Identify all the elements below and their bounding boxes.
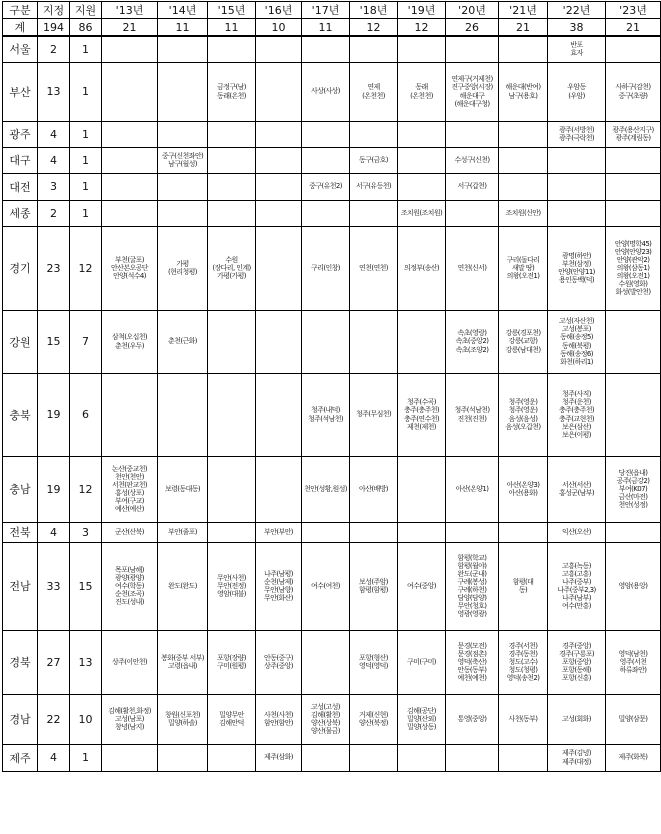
- district-cell: 금정구(남) 동래(온천): [208, 62, 256, 121]
- district-cell: [256, 373, 302, 456]
- district-cell: 고성(회화): [548, 694, 606, 744]
- district-cell: [398, 36, 446, 62]
- header-row: [3, 2, 661, 19]
- district-cell: 조치원(조치원): [398, 200, 446, 226]
- district-cell: [446, 121, 499, 147]
- district-cell: 통영(중앙): [446, 694, 499, 744]
- support-count: 12: [70, 226, 102, 310]
- district-cell: 아산(온양3) 아산(용화): [499, 456, 548, 522]
- district-cell: 청주(석남천) 진천(진천): [446, 373, 499, 456]
- district-cell: [302, 744, 350, 771]
- region-row: [3, 200, 661, 226]
- region-label: 전북: [3, 522, 38, 542]
- district-cell: [208, 147, 256, 173]
- district-cell: 봉화(중부 서부) 고령(읍내): [158, 630, 208, 694]
- district-cell: 동구(금호): [350, 147, 398, 173]
- region-label: 충북: [3, 373, 38, 456]
- district-cell: [350, 200, 398, 226]
- region-row: [3, 226, 661, 310]
- support-count: 10: [70, 694, 102, 744]
- designated-count: 27: [38, 630, 70, 694]
- district-cell: 중구(신천좌안) 남구(월성): [158, 147, 208, 173]
- totals-designated: 194: [38, 19, 70, 37]
- header-year: '16년: [256, 2, 302, 19]
- designated-count: 2: [38, 200, 70, 226]
- district-cell: [499, 173, 548, 200]
- region-row: [3, 62, 661, 121]
- district-cell: [499, 744, 548, 771]
- header-year: '21년: [499, 2, 548, 19]
- designated-count: 19: [38, 373, 70, 456]
- district-cell: [158, 121, 208, 147]
- district-cell: [446, 522, 499, 542]
- district-cell: 청주(사직) 청주(운천) 충주(충주천) 충주(교현천) 보은(삼산) 보은(이평): [548, 373, 606, 456]
- district-cell: 수원 (장다리, 인계) 가평(가평): [208, 226, 256, 310]
- support-count: 1: [70, 36, 102, 62]
- district-cell: [158, 62, 208, 121]
- district-cell: 무안(사천) 무안(전정) 영암(대불): [208, 542, 256, 630]
- region-label: 세종: [3, 200, 38, 226]
- district-cell: 아산(배방): [350, 456, 398, 522]
- district-cell: 제주(삼화): [256, 744, 302, 771]
- region-label: 경남: [3, 694, 38, 744]
- district-cell: [499, 121, 548, 147]
- district-cell: 안양(명학45) 안양(안양23) 안양(관악2) 의왕(삼동1) 의왕(오전1) 수원(영화) 화성(발안천): [606, 226, 661, 310]
- district-cell: 제주(김녕) 제주(대정): [548, 744, 606, 771]
- district-cell: 김해(활천,화정) 고성(남포) 창녕(남지): [102, 694, 158, 744]
- district-cell: 창원(신포천) 밀양(하솔): [158, 694, 208, 744]
- header-year: '23년: [606, 2, 661, 19]
- district-cell: 동래 (온천천): [398, 62, 446, 121]
- district-cell: 보성(주암) 함평(함평): [350, 542, 398, 630]
- district-cell: [398, 522, 446, 542]
- district-cell: [606, 373, 661, 456]
- support-count: 6: [70, 373, 102, 456]
- district-cell: [256, 121, 302, 147]
- district-cell: 포항(장량) 구미(원평): [208, 630, 256, 694]
- header-year: '13년: [102, 2, 158, 19]
- district-cell: 연제 (온천천): [350, 62, 398, 121]
- district-cell: 나주(남평) 순천(남제) 무안(남향) 무안(화산): [256, 542, 302, 630]
- district-cell: [446, 36, 499, 62]
- district-cell: [208, 36, 256, 62]
- district-cell: [398, 456, 446, 522]
- district-cell: [158, 373, 208, 456]
- district-cell: [102, 62, 158, 121]
- region-label: 전남: [3, 542, 38, 630]
- header-year: '20년: [446, 2, 499, 19]
- district-cell: 천안(성황,원성): [302, 456, 350, 522]
- region-row: [3, 630, 661, 694]
- district-cell: [302, 121, 350, 147]
- totals-year-cell: 21: [606, 19, 661, 37]
- district-cell: 우암동 (우암): [548, 62, 606, 121]
- region-label: 대전: [3, 173, 38, 200]
- district-cell: [256, 310, 302, 373]
- district-cell: 사상(사상): [302, 62, 350, 121]
- header-region: 구분: [3, 2, 38, 19]
- district-cell: [606, 522, 661, 542]
- district-cell: [606, 147, 661, 173]
- designated-count: 4: [38, 522, 70, 542]
- district-cell: [548, 200, 606, 226]
- region-row: [3, 522, 661, 542]
- district-cell: 청주(무심천): [350, 373, 398, 456]
- district-cell: 사천(사천) 함안(함안): [256, 694, 302, 744]
- district-cell: [606, 310, 661, 373]
- district-cell: 가평 (현리청평): [158, 226, 208, 310]
- district-cell: 고흥(녹동) 고흥(고흥) 나주(중부) 나주(중부2,3) 나주(남부) 여수(만흥): [548, 542, 606, 630]
- district-cell: 청주(영운) 청주(영운) 음성(음성) 음성(오갑천): [499, 373, 548, 456]
- district-cell: [350, 522, 398, 542]
- district-cell: 구리(인창): [302, 226, 350, 310]
- totals-year-cell: 38: [548, 19, 606, 37]
- district-cell: 보령(동대동): [158, 456, 208, 522]
- district-cell: [256, 36, 302, 62]
- district-cell: [302, 36, 350, 62]
- district-cell: 강릉(경포천) 강릉(교항) 강릉(남대천): [499, 310, 548, 373]
- district-cell: 여수(중앙): [398, 542, 446, 630]
- region-label: 대구: [3, 147, 38, 173]
- district-cell: [398, 147, 446, 173]
- district-cell: [158, 36, 208, 62]
- district-cell: [350, 36, 398, 62]
- district-cell: 고성(자산천) 고성(봉포) 동해(송정5) 동해(북평) 동해(송정6) 화천(하리1): [548, 310, 606, 373]
- district-cell: 춘천(근화): [158, 310, 208, 373]
- district-cell: [208, 744, 256, 771]
- district-cell: 청주(내덕) 청주(석남천): [302, 373, 350, 456]
- district-cell: 사하구(감천) 중구(초량): [606, 62, 661, 121]
- district-cell: 부천(굴포) 안산본오공단 안양(석수4): [102, 226, 158, 310]
- designated-count: 4: [38, 744, 70, 771]
- region-row: [3, 310, 661, 373]
- support-count: 3: [70, 522, 102, 542]
- district-cell: [208, 173, 256, 200]
- district-cell: [102, 36, 158, 62]
- district-cell: 삼척(오십천) 춘천(우두): [102, 310, 158, 373]
- district-cell: [606, 200, 661, 226]
- totals-year-cell: 12: [398, 19, 446, 37]
- region-row: [3, 373, 661, 456]
- district-cell: 서산(서산) 홍성군(남부): [548, 456, 606, 522]
- district-cell: 구미(구미): [398, 630, 446, 694]
- region-label: 강원: [3, 310, 38, 373]
- designated-count: 4: [38, 147, 70, 173]
- district-cell: 목포(남해) 광양(광양) 여수(학동) 순천(조곡) 진도(성내): [102, 542, 158, 630]
- designation-table: [2, 1, 661, 772]
- support-count: 15: [70, 542, 102, 630]
- totals-row: [3, 19, 661, 37]
- district-cell: [446, 744, 499, 771]
- district-cell: 제주(화북): [606, 744, 661, 771]
- region-row: [3, 694, 661, 744]
- district-cell: 논산(중교천) 천안(천안) 서천(판교천) 홍성(상포) 부여(구교) 예산(예산): [102, 456, 158, 522]
- district-cell: [256, 200, 302, 226]
- district-cell: [398, 173, 446, 200]
- designated-count: 2: [38, 36, 70, 62]
- header-year: '15년: [208, 2, 256, 19]
- region-row: [3, 36, 661, 62]
- district-cell: 포항(형산) 영덕(영덕): [350, 630, 398, 694]
- district-cell: 아산(온양1): [446, 456, 499, 522]
- district-cell: 구리(돌다리 새말 땅) 의왕(오전1): [499, 226, 548, 310]
- district-cell: 광주(용산지구) 광주(계림동): [606, 121, 661, 147]
- designated-count: 33: [38, 542, 70, 630]
- support-count: 13: [70, 630, 102, 694]
- district-cell: 영덕(남천) 영주(서천 하류좌안): [606, 630, 661, 694]
- totals-label: 계: [3, 19, 38, 37]
- district-cell: [102, 373, 158, 456]
- district-cell: [102, 147, 158, 173]
- district-cell: 함평(학교) 함평(월야) 완도(군내) 구례(봉성) 구례(하천) 담양(담양) 무안(청호) 영광(영광): [446, 542, 499, 630]
- region-row: [3, 456, 661, 522]
- district-cell: 완도(완도): [158, 542, 208, 630]
- region-label: 경기: [3, 226, 38, 310]
- district-cell: [302, 310, 350, 373]
- totals-year-cell: 10: [256, 19, 302, 37]
- district-cell: [499, 147, 548, 173]
- district-cell: [398, 310, 446, 373]
- totals-year-cell: 21: [499, 19, 548, 37]
- district-cell: 경주(서천) 경주(동천) 청도(고수) 청도(청평) 영덕(송천2): [499, 630, 548, 694]
- district-cell: [302, 522, 350, 542]
- district-cell: 반포 효자: [548, 36, 606, 62]
- district-cell: 김해(공단) 밀양(산외) 밀양(상동): [398, 694, 446, 744]
- district-cell: 고성(고성) 김해(활천) 양산(상북) 양산(물금): [302, 694, 350, 744]
- district-cell: [208, 310, 256, 373]
- district-cell: [102, 173, 158, 200]
- region-label: 제주: [3, 744, 38, 771]
- district-cell: 사천(동부): [499, 694, 548, 744]
- district-cell: 경주(중앙) 경주(구룡포) 포항(중앙) 포항(동해) 포항(신흥): [548, 630, 606, 694]
- district-cell: 광명(하안) 부천(삼정) 안양(안양11) 용인동백(덕): [548, 226, 606, 310]
- totals-year-cell: 26: [446, 19, 499, 37]
- designated-count: 23: [38, 226, 70, 310]
- district-cell: 연천(신서): [446, 226, 499, 310]
- district-cell: [256, 456, 302, 522]
- district-cell: [302, 200, 350, 226]
- header-year: '17년: [302, 2, 350, 19]
- district-cell: 중구(유천2): [302, 173, 350, 200]
- designated-count: 4: [38, 121, 70, 147]
- district-cell: 부안(부안): [256, 522, 302, 542]
- totals-year-cell: 11: [158, 19, 208, 37]
- region-label: 광주: [3, 121, 38, 147]
- designated-count: 13: [38, 62, 70, 121]
- district-cell: [208, 121, 256, 147]
- district-cell: [256, 173, 302, 200]
- totals-year-cell: 11: [208, 19, 256, 37]
- designated-count: 15: [38, 310, 70, 373]
- district-cell: [102, 744, 158, 771]
- district-cell: [256, 147, 302, 173]
- district-cell: [102, 121, 158, 147]
- totals-year-cell: 12: [350, 19, 398, 37]
- region-row: [3, 542, 661, 630]
- district-cell: 당진(읍내) 공주(금강2) 부여(K07) 금산(마전) 천안(성정): [606, 456, 661, 522]
- district-cell: [208, 373, 256, 456]
- district-cell: 연제구(거제천) 진구중앙(시장) 해운대구 (해운대구청): [446, 62, 499, 121]
- district-cell: 연천(연천): [350, 226, 398, 310]
- district-cell: 안동(중구) 상주(중앙): [256, 630, 302, 694]
- district-cell: 익산(오산): [548, 522, 606, 542]
- designated-count: 19: [38, 456, 70, 522]
- district-cell: [606, 36, 661, 62]
- totals-year-cell: 11: [302, 19, 350, 37]
- district-cell: [548, 173, 606, 200]
- district-cell: 조치원(신안): [499, 200, 548, 226]
- district-cell: [446, 200, 499, 226]
- header-year: '22년: [548, 2, 606, 19]
- district-cell: [302, 630, 350, 694]
- district-cell: [548, 147, 606, 173]
- district-cell: [158, 744, 208, 771]
- region-label: 충남: [3, 456, 38, 522]
- support-count: 1: [70, 121, 102, 147]
- district-cell: 속초(영랑) 속초(중앙2) 속초(조양2): [446, 310, 499, 373]
- support-count: 1: [70, 147, 102, 173]
- district-cell: [350, 310, 398, 373]
- district-cell: [398, 744, 446, 771]
- district-cell: [208, 522, 256, 542]
- header-year: '19년: [398, 2, 446, 19]
- district-cell: 함평(대 동): [499, 542, 548, 630]
- support-count: 1: [70, 173, 102, 200]
- support-count: 12: [70, 456, 102, 522]
- totals-support: 86: [70, 19, 102, 37]
- district-cell: [158, 200, 208, 226]
- district-cell: 문경(모전) 문경(점촌) 영덕(축산) 안동(동부) 예천(예천): [446, 630, 499, 694]
- support-count: 1: [70, 744, 102, 771]
- district-cell: [208, 200, 256, 226]
- designated-count: 22: [38, 694, 70, 744]
- region-label: 부산: [3, 62, 38, 121]
- district-cell: [256, 62, 302, 121]
- region-row: [3, 147, 661, 173]
- designated-count: 3: [38, 173, 70, 200]
- district-cell: 상주(이안천): [102, 630, 158, 694]
- header-support: 지원: [70, 2, 102, 19]
- district-cell: 영암(용앙): [606, 542, 661, 630]
- district-cell: 청주(수곡) 충주(충주천) 충주(연수천) 제천(제천): [398, 373, 446, 456]
- district-cell: 거제(신현) 양산(북정): [350, 694, 398, 744]
- support-count: 1: [70, 62, 102, 121]
- district-cell: 군산(산북): [102, 522, 158, 542]
- district-cell: 서구(유등천): [350, 173, 398, 200]
- district-cell: [350, 121, 398, 147]
- totals-year-cell: 21: [102, 19, 158, 37]
- header-year: '18년: [350, 2, 398, 19]
- district-cell: [302, 147, 350, 173]
- header-designated: 지정: [38, 2, 70, 19]
- district-cell: 광주(서방천) 광주(극락천): [548, 121, 606, 147]
- district-cell: [499, 522, 548, 542]
- district-cell: [158, 173, 208, 200]
- district-cell: 밀양무안 김해안덕: [208, 694, 256, 744]
- region-row: [3, 121, 661, 147]
- region-row: [3, 744, 661, 771]
- district-cell: [398, 121, 446, 147]
- district-cell: [256, 226, 302, 310]
- region-row: [3, 173, 661, 200]
- district-cell: 여수(여천): [302, 542, 350, 630]
- region-label: 경북: [3, 630, 38, 694]
- district-cell: [350, 744, 398, 771]
- district-cell: 서구(갑천): [446, 173, 499, 200]
- district-cell: 부안(줄포): [158, 522, 208, 542]
- district-cell: [102, 200, 158, 226]
- district-cell: [208, 456, 256, 522]
- district-cell: [499, 36, 548, 62]
- district-cell: 밀양(삼문): [606, 694, 661, 744]
- support-count: 7: [70, 310, 102, 373]
- district-cell: 의정부(송산): [398, 226, 446, 310]
- region-label: 서울: [3, 36, 38, 62]
- district-cell: 수성구(신천): [446, 147, 499, 173]
- district-cell: 해운대(반여) 남구(용호): [499, 62, 548, 121]
- district-cell: [606, 173, 661, 200]
- support-count: 1: [70, 200, 102, 226]
- header-year: '14년: [158, 2, 208, 19]
